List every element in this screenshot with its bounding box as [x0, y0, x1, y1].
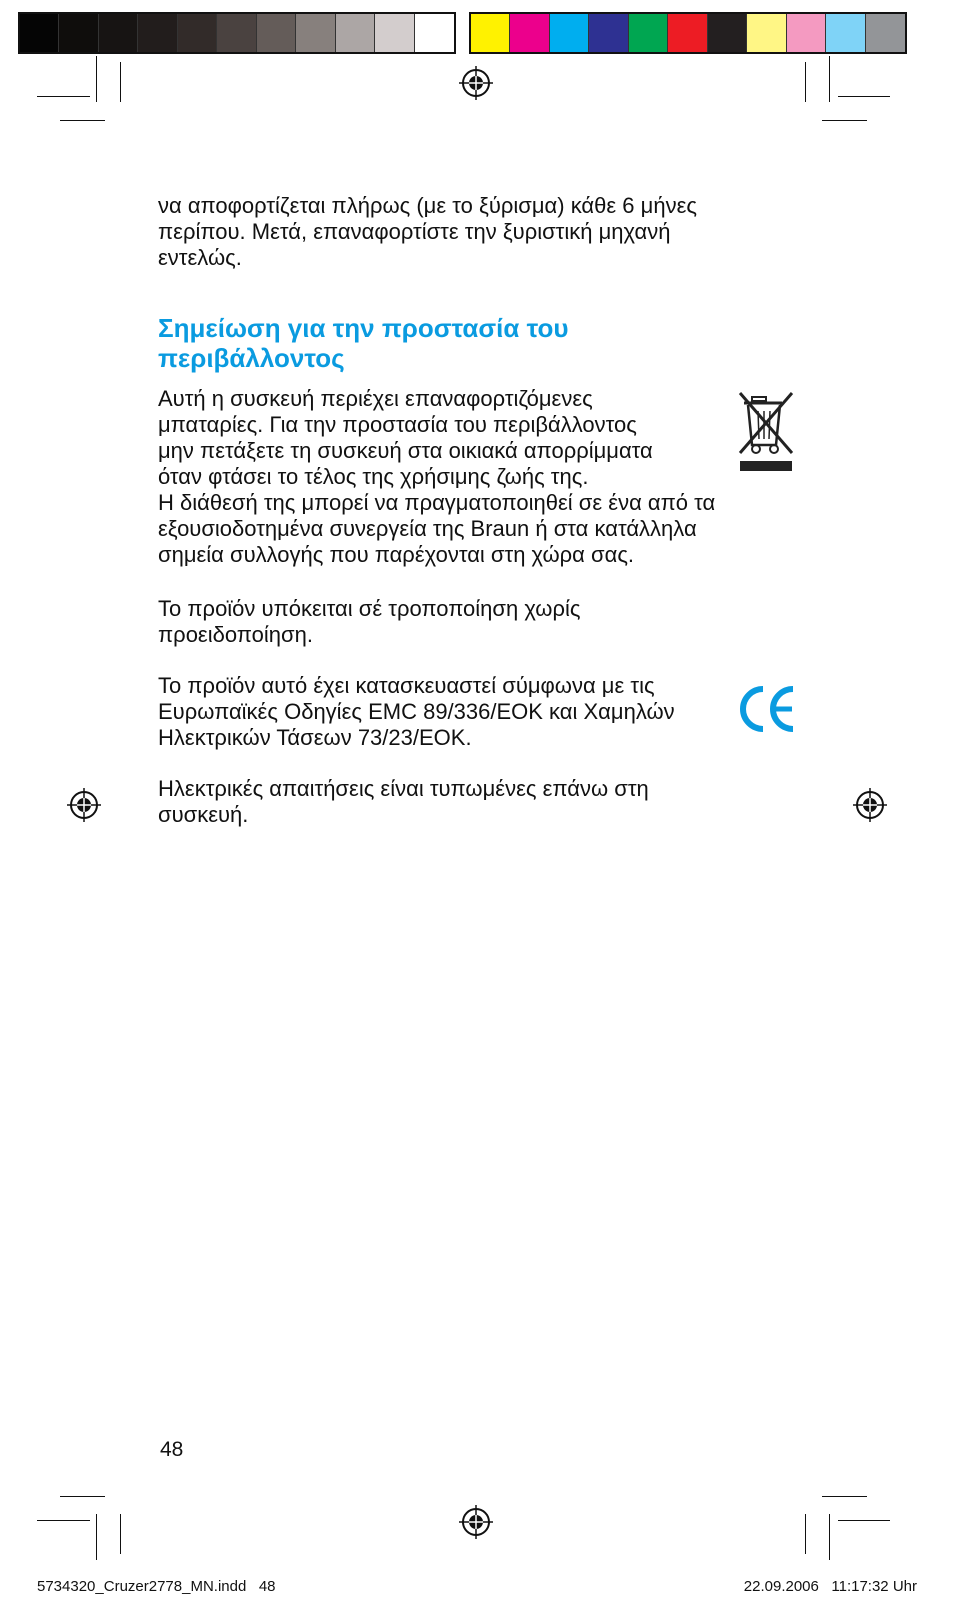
- crop-mark: [805, 62, 806, 102]
- color-swatch: [510, 14, 549, 52]
- text-line: Το προϊόν αυτό έχει κατασκευαστεί σύμφωνα με τις: [158, 673, 655, 698]
- crop-mark: [120, 1514, 121, 1554]
- file-slug: 5734320_Cruzer2778_MN.indd 48: [37, 1578, 276, 1595]
- color-swatch: [471, 14, 510, 52]
- color-swatch: [629, 14, 668, 52]
- text-line: περίπου. Μετά, επαναφορτίστε την ξυριστική μηχανή: [158, 219, 671, 244]
- color-swatch: [178, 14, 217, 52]
- crop-mark: [60, 1496, 105, 1497]
- text-line: Ηλεκτρικές απαιτήσεις είναι τυπωμένες επάνω στη: [158, 776, 649, 801]
- timestamp-slug: 22.09.2006 11:17:32 Uhr: [743, 1578, 917, 1595]
- heading-line: Σημείωση για την προστασία του: [158, 313, 569, 343]
- color-swatch: [747, 14, 786, 52]
- text-line: συσκευή.: [158, 802, 249, 827]
- registration-mark-icon: [853, 788, 887, 822]
- modification-notice: [158, 596, 580, 648]
- text-line: μπαταρίες. Για την προστασία του περιβάλλοντος: [158, 412, 637, 437]
- crop-mark: [838, 1520, 890, 1521]
- crop-mark: [37, 96, 90, 97]
- crossed-out-wheelie-bin-icon: [738, 391, 794, 473]
- text-line: Αυτή η συσκευή περιέχει επαναφορτιζόμενες: [158, 386, 593, 411]
- color-swatch: [99, 14, 138, 52]
- text-line: Το προϊόν υπόκειται σέ τροποποίηση χωρίς: [158, 596, 581, 621]
- section-heading: [158, 313, 569, 373]
- ce-mark-icon: [738, 684, 796, 734]
- text-line: Ηλεκτρικών Τάσεων 73/23/ΕΟΚ.: [158, 725, 472, 750]
- heading-line: περιβάλλοντος: [158, 343, 345, 373]
- color-swatch: [296, 14, 335, 52]
- color-swatch: [787, 14, 826, 52]
- crop-mark: [96, 1514, 97, 1560]
- environment-paragraph: [158, 386, 715, 568]
- color-swatch: [217, 14, 256, 52]
- color-swatch: [866, 14, 905, 52]
- crop-mark: [120, 62, 121, 102]
- compliance-paragraph: [158, 673, 675, 751]
- text-line: να αποφορτίζεται πλήρως (με το ξύρισμα) κάθε 6 μήνες: [158, 193, 697, 218]
- crop-mark: [96, 56, 97, 102]
- crop-mark: [829, 56, 830, 102]
- color-swatch: [375, 14, 414, 52]
- crop-mark: [805, 1514, 806, 1554]
- color-swatch: [589, 14, 628, 52]
- crop-mark: [37, 1520, 90, 1521]
- color-swatch: [415, 14, 454, 52]
- page-number: 48: [160, 1438, 184, 1461]
- color-swatch: [59, 14, 98, 52]
- text-line: Η διάθεσή της μπορεί να πραγματοποιηθεί σε ένα από τα: [158, 490, 716, 515]
- crop-mark: [822, 1496, 867, 1497]
- color-swatch: [668, 14, 707, 52]
- crop-mark: [822, 120, 867, 121]
- registration-mark-icon: [67, 788, 101, 822]
- intro-paragraph: [158, 193, 697, 271]
- text-line: Ευρωπαϊκές Οδηγίες EMC 89/336/ΕΟΚ και Χαμηλών: [158, 699, 675, 724]
- text-line: εντελώς.: [158, 245, 242, 270]
- crop-mark: [60, 120, 105, 121]
- registration-mark-icon: [459, 66, 493, 100]
- color-swatch: [708, 14, 747, 52]
- process-color-bar: [469, 12, 907, 54]
- color-swatch: [550, 14, 589, 52]
- color-swatch: [826, 14, 865, 52]
- color-swatch: [138, 14, 177, 52]
- crop-mark: [829, 1514, 830, 1560]
- text-line: μην πετάξετε τη συσκευή στα οικιακά απορρίμματα: [158, 438, 653, 463]
- text-line: προειδοποίηση.: [158, 622, 313, 647]
- color-swatch: [20, 14, 59, 52]
- grayscale-color-bar: [18, 12, 456, 54]
- color-swatch: [257, 14, 296, 52]
- electrical-requirements: [158, 776, 649, 828]
- text-line: σημεία συλλογής που παρέχονται στη χώρα σας.: [158, 542, 635, 567]
- text-line: εξουσιοδοτημένα συνεργεία της Braun ή στα κατάλληλα: [158, 516, 697, 541]
- registration-mark-icon: [459, 1505, 493, 1539]
- color-swatch: [336, 14, 375, 52]
- crop-mark: [838, 96, 890, 97]
- text-line: όταν φτάσει το τέλος της χρήσιμης ζωής της.: [158, 464, 589, 489]
